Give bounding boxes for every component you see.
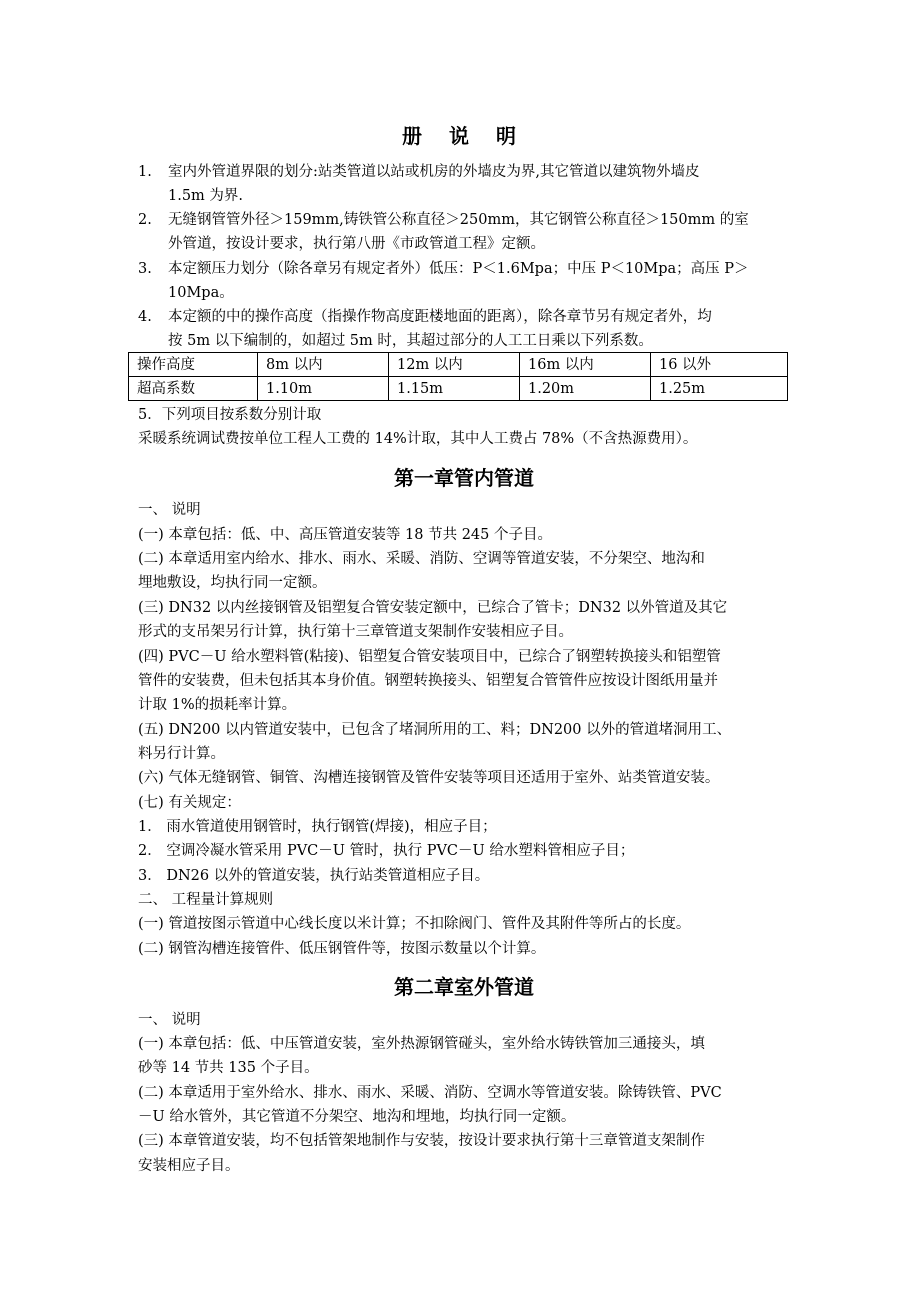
note-5: 5．下列项目按系数分别计取	[138, 407, 322, 423]
chapter-1-line: 3． DN26 以外的管道安装，执行站类管道相应子目。	[138, 868, 490, 884]
chapter-1-title: 第一章管内管道	[394, 466, 534, 490]
chapter-1-line: 一、 说明	[138, 502, 201, 518]
chapter-1-line: (五) DN200 以内管道安装中，已包含了堵洞所用的工、料；DN200 以外的管道堵洞用工、	[138, 722, 732, 738]
chapter-1-line: 形式的支吊架另行计算，执行第十三章管道支架制作安装相应子目。	[138, 624, 573, 640]
chapter-1-line: 计取 1%的损耗率计算。	[138, 697, 297, 713]
chapter-1-line: 1． 雨水管道使用钢管时，执行钢管(焊接)，相应子目；	[138, 819, 497, 835]
table-cell: 1.10m	[258, 377, 389, 401]
table-cell: 1.20m	[520, 377, 651, 401]
height-coefficient-table	[128, 352, 788, 401]
table-row	[129, 353, 788, 377]
table-cell: 超高系数	[129, 377, 258, 401]
chapter-2-line: －U 给水管外，其它管道不分架空、地沟和埋地，均执行同一定额。	[138, 1109, 576, 1125]
chapter-2-line: (一) 本章包括：低、中压管道安装，室外热源钢管碰头，室外给水铸铁管加三通接头，填	[138, 1036, 705, 1052]
chapter-1-line: (四) PVC－U 给水塑料管(粘接)、铝塑复合管安装项目中，已综合了钢塑转换接头和铝塑管	[138, 649, 721, 665]
chapter-1-line: (六) 气体无缝钢管、铜管、沟槽连接钢管及管件安装等项目还适用于室外、站类管道安装。	[138, 770, 720, 786]
chapter-1-line: 管件的安装费，但未包括其本身价值。钢塑转换接头、铝塑复合管管件应按设计图纸用量并	[138, 673, 718, 689]
chapter-2-title: 第二章室外管道	[394, 975, 534, 999]
chapter-2-line: (三) 本章管道安装，均不包括管架地制作与安装，按设计要求执行第十三章管道支架制作	[138, 1133, 705, 1149]
chapter-2-line: 砂等 14 节共 135 个子目。	[138, 1060, 319, 1076]
page-title: 册 说 明	[402, 124, 526, 148]
chapter-1-line: 埋地敷设，均执行同一定额。	[138, 575, 327, 591]
chapter-2-line: (二) 本章适用于室外给水、排水、雨水、采暖、消防、空调水等管道安装。除铸铁管、PVC	[138, 1085, 722, 1101]
chapter-1-line: 2． 空调冷凝水管采用 PVC－U 管时，执行 PVC－U 给水塑料管相应子目；	[138, 843, 635, 859]
table-cell: 16 以外	[651, 353, 788, 377]
chapter-1-line: (一) 管道按图示管道中心线长度以米计算；不扣除阀门、管件及其附件等所占的长度。	[138, 916, 691, 932]
table-row	[129, 377, 788, 401]
table-cell: 1.25m	[651, 377, 788, 401]
chapter-1-line: (二) 本章适用室内给水、排水、雨水、采暖、消防、空调等管道安装，不分架空、地沟和	[138, 551, 705, 567]
note-5-detail: 采暖系统调试费按单位工程人工费的 14%计取，其中人工费占 78%（不含热源费用）。	[138, 431, 698, 447]
chapter-2-line: 安装相应子目。	[138, 1158, 240, 1174]
chapter-1-line: (七) 有关规定：	[138, 795, 241, 811]
chapter-1-line: (三) DN32 以内丝接钢管及铝塑复合管安装定额中，已综合了管卡；DN32 以外管道及其它	[138, 600, 728, 616]
chapter-1-line: (二) 钢管沟槽连接管件、低压钢管件等，按图示数量以个计算。	[138, 941, 546, 957]
table-cell: 12m 以内	[389, 353, 520, 377]
table-cell: 8m 以内	[258, 353, 389, 377]
table-cell: 1.15m	[389, 377, 520, 401]
table-cell: 16m 以内	[520, 353, 651, 377]
table-cell: 操作高度	[129, 353, 258, 377]
chapter-1-line: 料另行计算。	[138, 746, 225, 762]
chapter-1-line: 二、 工程量计算规则	[138, 892, 274, 908]
chapter-2-line: 一、 说明	[138, 1012, 201, 1028]
chapter-1-line: (一) 本章包括：低、中、高压管道安装等 18 节共 245 个子目。	[138, 527, 552, 543]
